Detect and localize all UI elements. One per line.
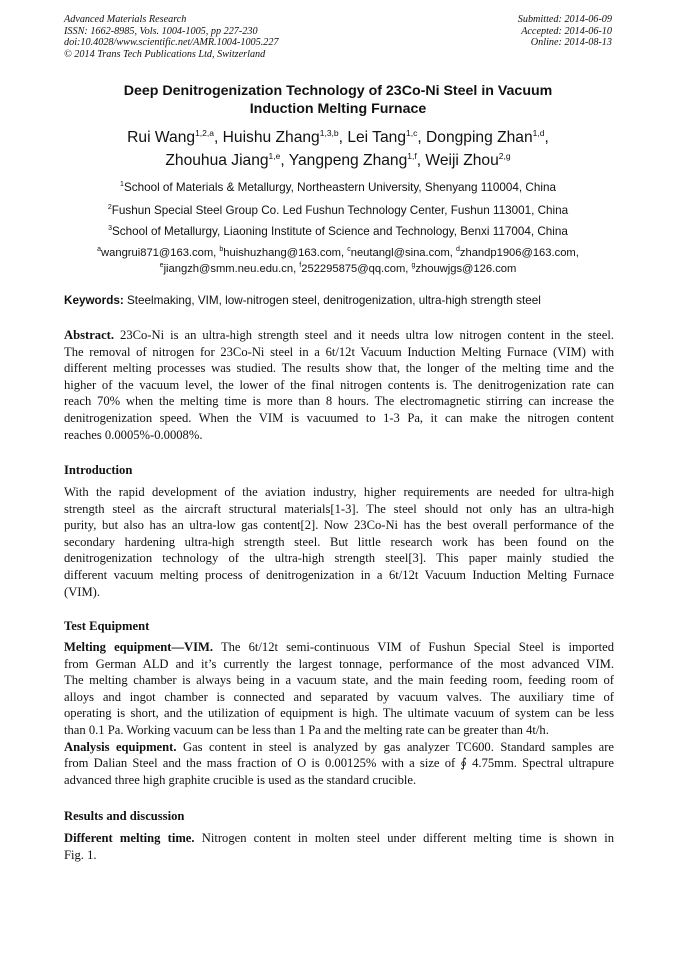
author-list [64, 126, 612, 172]
author-separator: , [544, 129, 549, 146]
keywords-label: Keywords: [64, 294, 124, 307]
affiliation [64, 204, 612, 218]
doi-line: doi:10.4028/www.scientific.net/AMR.1004-1005.227 [64, 37, 279, 49]
different-melting-time-label: Different melting time. [64, 831, 195, 845]
results-body [64, 830, 614, 863]
body-line [64, 639, 614, 656]
body-line: denitrogenization technology of the ultra-high strength steel[3]. This paper mainly studied the [64, 551, 614, 566]
body-line: from Dalian Steel and the mass fraction of O is 0.00125% with a size of ∮ 4.75mm. Spectral ultrapure [64, 756, 614, 771]
journal-name: Advanced Materials Research [64, 14, 187, 25]
section-heading-test-equipment: Test Equipment [64, 619, 150, 633]
abstract-line: higher of the vacuum level, the lower of the final nitrogen contents is. The denitrogenization rate can [64, 377, 614, 392]
abstract-line: The removal of nitrogen for 23Co-Ni steel in a 6t/12t Vacuum Induction Melting Furnace (VIM) with [64, 344, 614, 359]
author-affiliation-mark: 1,2,a [195, 128, 214, 138]
author-separator: , [416, 152, 426, 169]
copyright-line: © 2014 Trans Tech Publications Ltd, Switzerland [64, 48, 266, 60]
email-list [64, 246, 612, 277]
author-separator: , [280, 152, 289, 169]
melting-equipment-label: Melting equipment—VIM. [64, 640, 214, 654]
abstract-line: reaches 0.0005%-0.0008%. [64, 427, 203, 442]
body-line: purity, but also has an ultra-low gas content[2]. Now 23Co-Ni has the best overall performance of the [64, 518, 614, 533]
affiliation [64, 225, 612, 239]
author-affiliation-mark: 1,c [406, 128, 418, 138]
dates-info [518, 14, 612, 49]
affiliation-text: School of Metallurgy, Liaoning Institute of Science and Technology, Benxi 117004, China [112, 225, 568, 238]
affiliation-text: School of Materials & Metallurgy, Northeastern University, Shenyang 110004, China [123, 181, 556, 194]
body-line: advanced three high graphite crucible is used as the standard crucible. [64, 772, 417, 787]
affiliation [64, 181, 612, 195]
issn-line: ISSN: 1662-8985, Vols. 1004-1005, pp 227-230 [64, 25, 258, 37]
author-affiliation-mark: 1,d [532, 128, 545, 138]
author-name: Rui Wang [127, 129, 196, 146]
abstract-line: reach 70% when the melting time is more than 8 hours. The electromagnetic stirring can increase the [64, 394, 614, 409]
email-mark: a [97, 246, 102, 253]
title-line: Deep Denitrogenization Technology of 23Co-Ni Steel in Vacuum [123, 83, 553, 99]
email-address: wangrui871@163.com, [101, 247, 220, 259]
affiliation-mark: 3 [108, 225, 112, 232]
affiliation-mark: 1 [120, 181, 124, 188]
body-line: than 0.1 Pa. Working vacuum can be less than 1 Pa and the melting rate can be greater than 4t/h. [64, 722, 549, 737]
email-address: neutangl@sina.com, [350, 247, 456, 259]
introduction-body [64, 484, 614, 600]
author-name: Huishu Zhang [222, 129, 320, 146]
body-text: Gas content in steel is analyzed by gas analyzer TC600. Standard samples are [176, 739, 615, 754]
body-text: Nitrogen content in molten steel under different melting time is shown in [194, 831, 614, 845]
email-mark: f [299, 261, 302, 269]
online-date: Online: 2014-08-13 [530, 37, 612, 49]
paper-title [64, 82, 612, 118]
author-affiliation-mark: 1,e [268, 151, 281, 161]
section-heading-introduction: Introduction [64, 463, 133, 477]
author-separator: , [338, 129, 348, 146]
body-line: (VIM). [64, 584, 101, 599]
test-equipment-body [64, 639, 614, 788]
author-name: Lei Tang [347, 129, 406, 146]
author-name: Yangpeng Zhang [288, 152, 408, 169]
author-name: Weiji Zhou [425, 152, 499, 169]
keywords [64, 294, 618, 308]
body-line: strength steel as the aircraft structural materials[1-3]. The steel should not only has an ultra-high [64, 501, 614, 516]
abstract-label: Abstract. [64, 328, 115, 342]
submitted-date: Submitted: 2014-06-09 [517, 14, 612, 25]
email-line [64, 246, 612, 262]
email-address: zhandp1906@163.com, [459, 247, 579, 259]
email-address: huishuzhang@163.com, [223, 247, 348, 259]
author-affiliation-mark: 2,g [498, 151, 511, 161]
author-name: Zhouhua Jiang [165, 152, 269, 169]
affiliation-mark: 2 [107, 204, 112, 211]
author-separator: , [213, 129, 223, 146]
body-text: The 6t/12t semi-continuous VIM of Fushun Special Steel is imported [213, 640, 614, 654]
abstract-line: denitrogenization speed. When the VIM is vacuumed to 1-3 Pa, it can make the nitrogen content [64, 410, 614, 425]
email-line [64, 262, 612, 278]
abstract [64, 327, 614, 443]
email-mark: c [347, 246, 351, 253]
email-address: zhouwjgs@126.com [415, 262, 517, 275]
author-line [64, 149, 612, 172]
email-mark: d [455, 246, 460, 253]
section-heading-results: Results and discussion [64, 809, 185, 823]
title-line: Induction Melting Furnace [249, 101, 427, 117]
author-separator: , [417, 129, 427, 146]
abstract-line [64, 327, 614, 344]
abstract-line: different melting processes was studied. The results show that, the longer of the melting time and the [64, 361, 614, 376]
accepted-date: Accepted: 2014-06-10 [521, 25, 612, 37]
body-line: from German ALD and it’s currently the largest tonnage, performance of the most advanced VIM. [64, 656, 614, 671]
body-line: The melting chamber is always being in a vacuum state, and the main feeding room, feeding room of [64, 673, 614, 688]
email-mark: g [411, 261, 416, 269]
analysis-equipment-label: Analysis equipment. [64, 739, 177, 754]
email-mark: e [159, 261, 164, 269]
body-line: With the rapid development of the aviation industry, higher requirements are needed for ultra-high [64, 485, 614, 499]
email-address: 252295875@qq.com, [301, 262, 412, 275]
body-line: alloys and ingot chamber is connected and separated by vacuum valves. The auxiliary time of [64, 689, 614, 704]
author-affiliation-mark: 1,f [407, 151, 417, 161]
body-line: different vacuum melting process of denitrogenization in a 6t/12t Vacuum Induction Melting Furnace [64, 567, 614, 582]
body-line: Fig. 1. [64, 847, 97, 862]
email-mark: b [219, 246, 224, 253]
author-affiliation-mark: 1,3,b [319, 128, 339, 138]
body-line [64, 830, 614, 847]
email-address: jiangzh@smm.neu.edu.cn, [163, 262, 300, 275]
abstract-text: 23Co-Ni is an ultra-high strength steel and it needs ultra low nitrogen content in the steel. [114, 328, 614, 342]
journal-info [64, 14, 279, 60]
affiliation-text: Fushun Special Steel Group Co. Led Fushun Technology Center, Fushun 113001, China [111, 204, 569, 217]
author-line [64, 126, 612, 149]
keywords-text: Steelmaking, VIM, low-nitrogen steel, denitrogenization, ultra-high strength steel [123, 294, 541, 307]
body-line: operating is short, and the utilization of equipment is high. The ultimate vacuum of system can be less [64, 706, 614, 721]
body-line: secondary hardening ultra-high strength steel. But little research work has been found on the [64, 534, 614, 549]
author-name: Dongping Zhan [426, 129, 533, 146]
body-line [64, 739, 614, 756]
